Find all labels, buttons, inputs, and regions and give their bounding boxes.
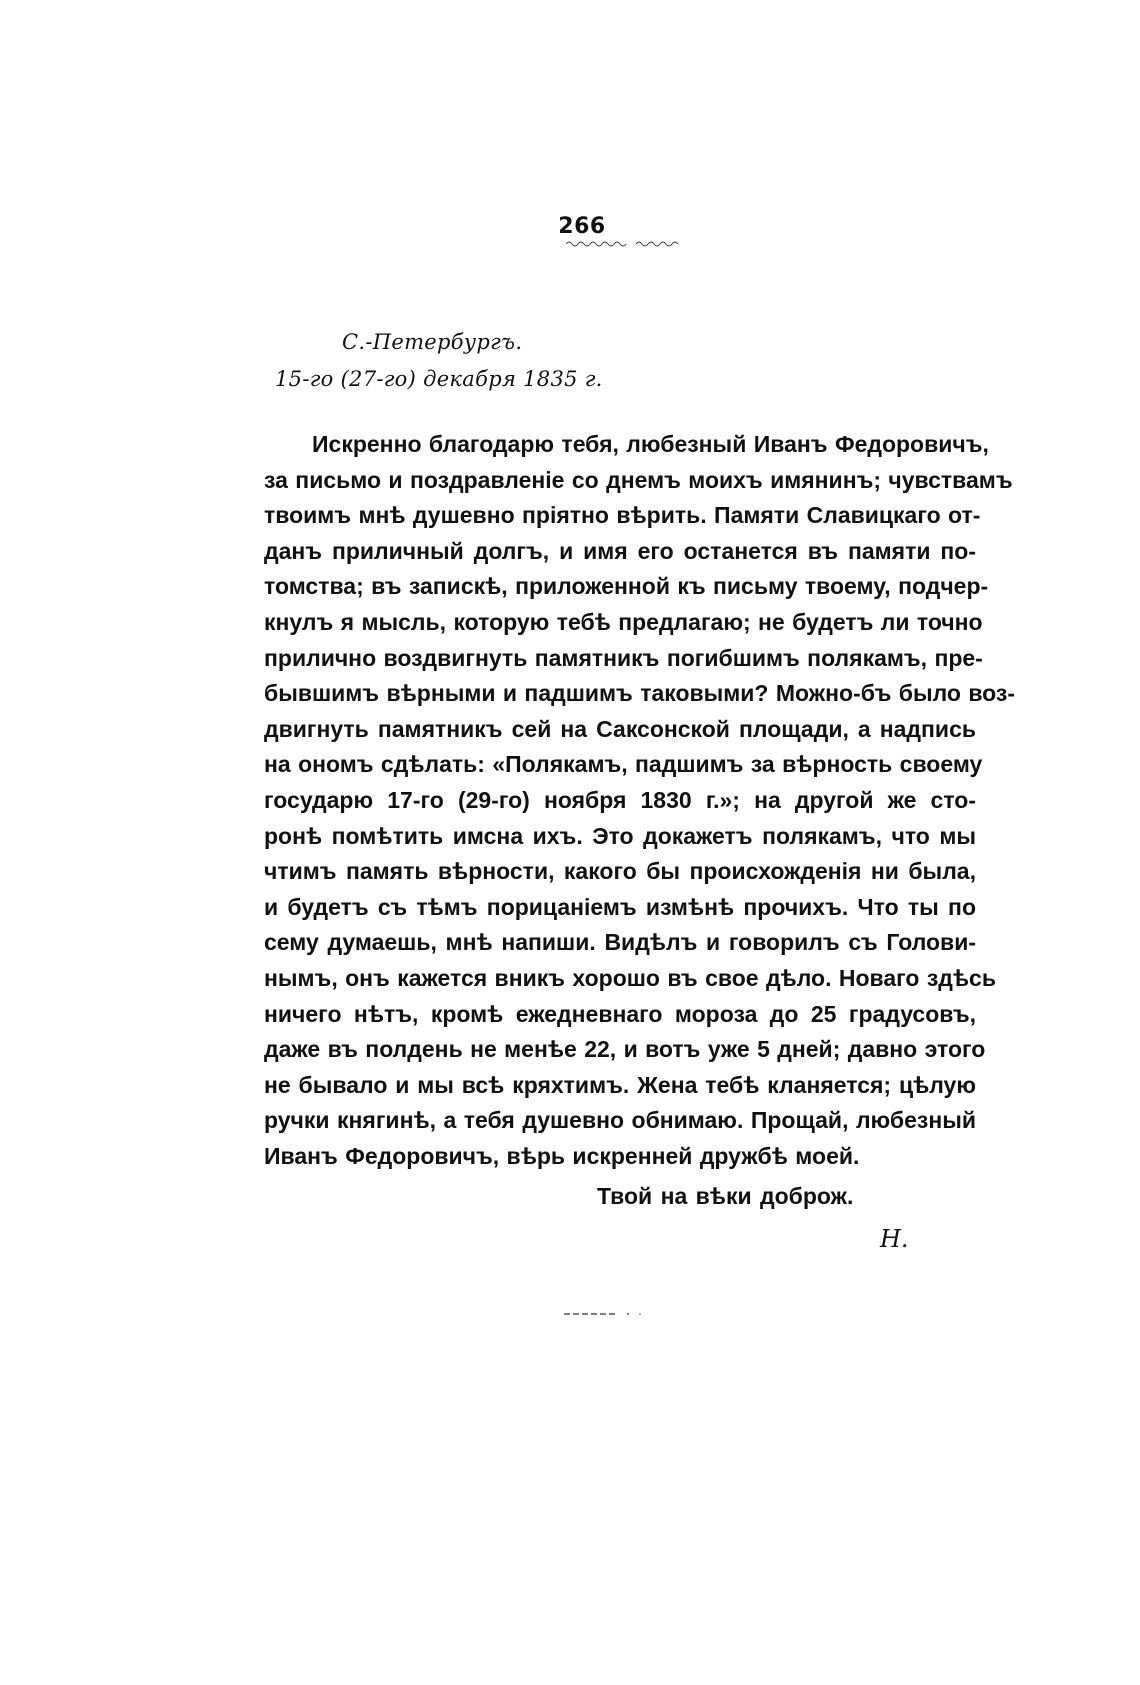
- letter-line: твоимъ мнѣ душевно пріятно вѣрить. Памяти Славицкаго от-: [264, 502, 981, 529]
- letter-line: даже въ полдень не менѣе 22, и вотъ уже 5 дней; давно этого: [264, 1036, 986, 1063]
- letter-line: бывшимъ вѣрными и падшимъ таковыми? Можно-бъ было воз-: [264, 680, 1016, 707]
- wavy-rule-ornament: [566, 240, 682, 248]
- letter-line: томства; въ запискѣ, приложенной къ письму твоему, подчер-: [264, 573, 989, 600]
- letter-line: нымъ, онъ кажется вникъ хорошо въ свое дѣло. Новаго здѣсь: [264, 964, 996, 991]
- letter-line: за письмо и поздравленіе со днемъ моихъ имянинъ; чувствамъ: [264, 466, 1013, 493]
- letter-line: кнулъ я мысль, которую тебѣ предлагаю; не будетъ ли точно: [264, 608, 983, 635]
- letter-line: на ономъ сдѣлать: «Полякамъ, падшимъ за вѣрность своему: [264, 751, 983, 778]
- letter-body: [264, 427, 1016, 1174]
- letter-line: ничего нѣтъ, кромѣ ежедневнаго мороза до 25 градусовъ,: [264, 1000, 976, 1027]
- letter-line: прилично воздвигнуть памятникъ погибшимъ полякамъ, пре-: [264, 644, 983, 671]
- letter-line: чтимъ память вѣрности, какого бы происхожденія ни была,: [264, 858, 976, 885]
- letter-line: данъ приличный долгъ, и имя его останется въ памяти по-: [264, 537, 976, 564]
- letter-line: ронѣ помѣтить имсна ихъ. Это докажетъ полякамъ, что мы: [264, 822, 976, 849]
- letter-place: С.-Петербургъ.: [342, 330, 523, 354]
- end-rule-ornament: [548, 1312, 648, 1316]
- letter-line: государю 17-го (29-го) ноября 1830 г.»; на другой же сто-: [264, 786, 976, 813]
- letter-line: Иванъ Федоровичъ, вѣрь искренней дружбѣ моей.: [264, 1142, 860, 1169]
- page-number: 266: [558, 214, 606, 239]
- letter-line: ручки княгинѣ, а тебя душевно обнимаю. Прощай, любезный: [264, 1107, 976, 1134]
- letter-line: сему думаешь, мнѣ напиши. Видѣлъ и говорилъ съ Голови-: [264, 929, 976, 956]
- letter-signature: Н.: [880, 1225, 909, 1253]
- letter-line: Искренно благодарю тебя, любезный Иванъ Федоровичъ,: [312, 431, 989, 457]
- letter-closing: Твой на вѣки доброж.: [597, 1183, 854, 1209]
- letter-date: 15-го (27-го) декабря 1835 г.: [275, 367, 603, 391]
- letter-line: двигнуть памятникъ сей на Саксонской площади, а надпись: [264, 715, 976, 742]
- letter-line: не бывало и мы всѣ кряхтимъ. Жена тебѣ кланяется; цѣлую: [264, 1071, 976, 1098]
- letter-line: и будетъ съ тѣмъ порицаніемъ измѣнѣ прочихъ. Что ты по: [264, 893, 976, 920]
